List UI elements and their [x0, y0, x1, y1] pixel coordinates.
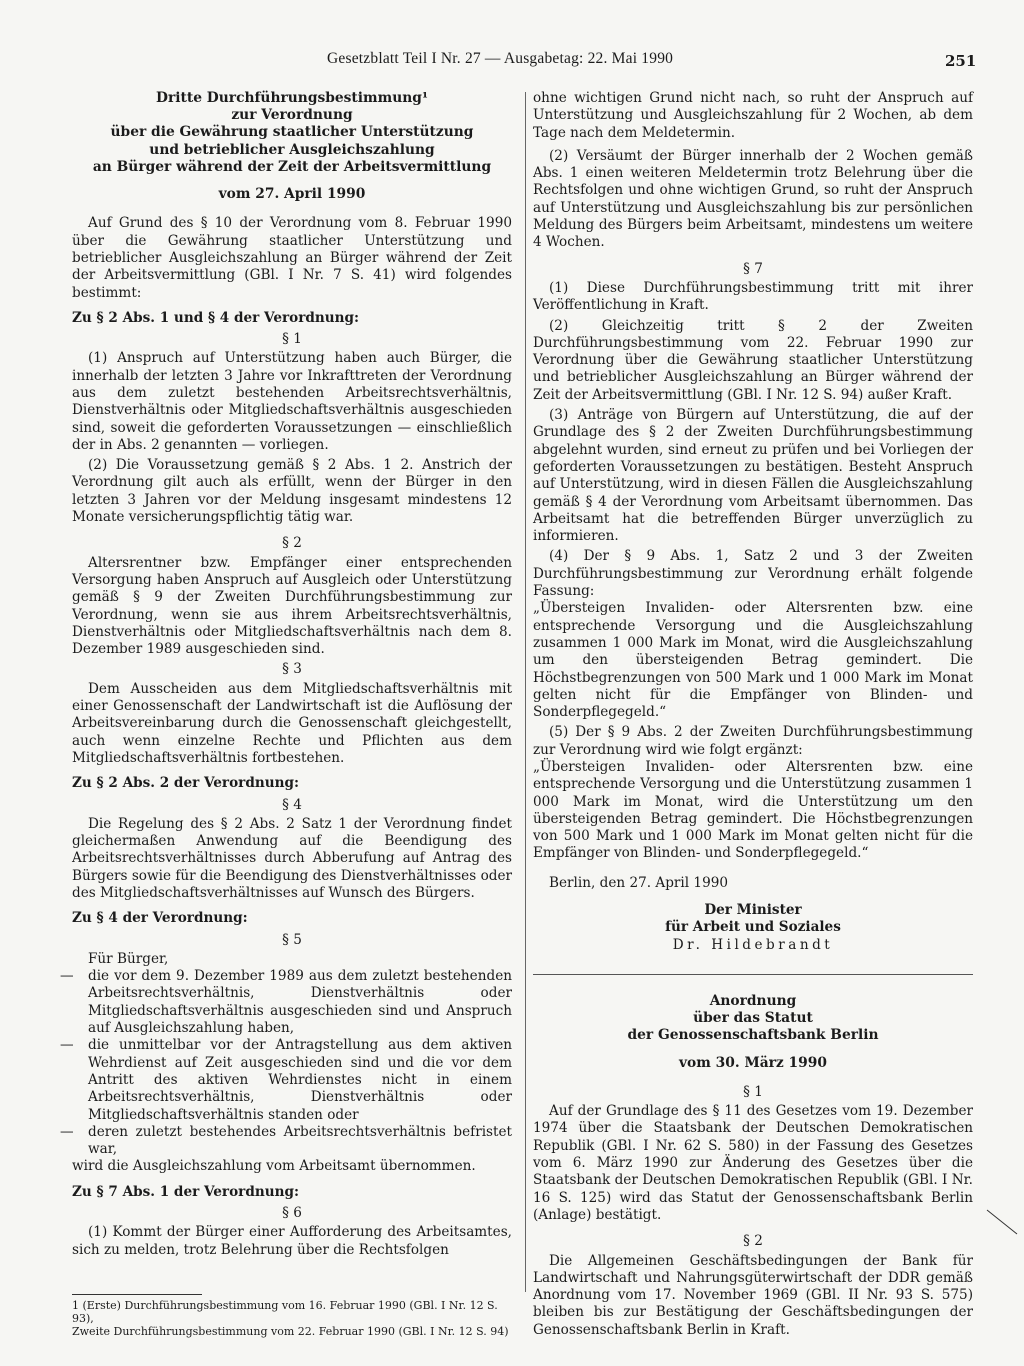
paragraph-text: ohne wichtigen Grund nicht nach, so ruht der Anspruch auf Unterstützung und Ausgleichszahlung für 2 Wochen, ab dem Tage nach dem Meldetermin.	[533, 90, 973, 141]
section-heading: Zu § 7 Abs. 1 der Verordnung:	[72, 1183, 299, 1200]
quote-text: „Übersteigen Invaliden- oder Altersrenten bzw. eine entsprechende Versorgung und die Ausgleichszahlung zusammen 1 000 Mark im Monat, wird die Ausgleichszahlung um den übersteigenden Betrag gemindert. Die Höchstbegrenzungen von 500 Mark und 1 000 Mark im Monat gelten nicht für die Empfänger von Blinden- und Sonderpflegegeld.“	[533, 600, 973, 721]
paragraph-text: (2) Die Voraussetzung gemäß § 2 Abs. 1 2. Anstrich der Verordnung gilt auch als erfüllt, wenn der Bürger in den letzten 3 Jahren vor der Meldung insgesamt mindestens 12 Monate versicherungspflichtig tätig war.	[72, 457, 512, 526]
signatory-name: Dr. Hildebrandt	[672, 936, 834, 953]
signatory-title: für Arbeit und Soziales	[665, 919, 841, 936]
paragraph-text: (2) Versäumt der Bürger innerhalb der 2 Wochen gemäß Abs. 1 einen weiteren Meldetermin trotz Belehrung über die Rechtsfolgen und ohne wichtigen Grund, so ruht der Anspruch auf Unterstützung und Ausgleichszahlung bis zur persönlichen Meldung des Bürgers beim Arbeitsamt, mindestens um weitere 4 Wochen.	[533, 147, 973, 251]
footnotes	[72, 1294, 512, 1338]
paragraph-text: (1) Diese Durchführungsbestimmung tritt mit ihrer Veröffentlichung in Kraft.	[533, 279, 973, 314]
title-line: der Genossenschaftsbank Berlin	[627, 1027, 879, 1044]
paragraph-text: Für Bürger,	[88, 950, 169, 967]
paragraph-text: Dem Ausscheiden aus dem Mitgliedschaftsverhältnis mit einer Genossenschaft der Landwirtschaft ist die Auflösung der Arbeitsvereinbarung durch die Genossenschaft gleichgestellt, auch wenn einzelne Rechte und Pflichten aus dem Mitgliedschaftsverhältnis fortbestehen.	[72, 680, 512, 766]
left-column	[72, 90, 512, 1259]
section-rule	[533, 974, 973, 975]
paragraph-mark: § 4	[282, 796, 302, 813]
title-line: über die Gewährung staatlicher Unterstützung	[110, 124, 474, 141]
dash-list	[72, 968, 512, 1158]
title-line: Anordnung	[709, 992, 797, 1009]
footnote-rule	[72, 1294, 202, 1295]
paragraph-mark: § 3	[282, 661, 302, 678]
section-heading: Zu § 2 Abs. 2 der Verordnung:	[72, 775, 299, 792]
intro-paragraph: Auf Grund des § 10 der Verordnung vom 8. Februar 1990 über die Gewährung staatlicher Unterstützung und betrieblicher Ausgleichszahlung an Bürger während der Zeit der Arbeitsvermittlung (GBl. I Nr. 7 S. 41) wird folgendes bestimmt:	[72, 215, 512, 301]
place-date: Berlin, den 27. April 1990	[549, 874, 729, 891]
signature-block	[533, 902, 973, 954]
paragraph-mark: § 2	[743, 1233, 763, 1250]
pen-stroke-mark	[985, 1208, 1024, 1238]
list-item: — die vor dem 9. Dezember 1989 aus dem zuletzt bestehenden Arbeitsrechtsverhältnis, Dienstverhältnis oder Mitgliedschaftsverhältnis ausgeschieden sind und Anspruch auf Ausgleichszahlung haben,	[72, 968, 512, 1037]
paragraph-text: (3) Anträge von Bürgern auf Unterstützung, die auf der Grundlage des § 2 der Zweiten Durchführungsbestimmung abgelehnt wurden, sind erneut zu prüfen und bei Vorliegen der geforderten Voraussetzungen zu bestätigen. Besteht Anspruch auf Unterstützung, wird in diesen Fällen die Ausgleichszahlung gemäß § 4 der Verordnung vom Arbeitsamt übernommen. Das Arbeitsamt hat die betreffenden Bürger unverzüglich zu informieren.	[533, 407, 973, 545]
paragraph-text: (2) Gleichzeitig tritt § 2 der Zweiten Durchführungsbestimmung vom 22. Februar 1990 zur Verordnung über die Gewährung staatlicher Unterstützung und betrieblicher Ausgleichszahlung an Bürger während der Zeit der Arbeitsvermittlung (GBl. I Nr. 12 S. 94) außer Kraft.	[533, 317, 973, 403]
section-heading: Zu § 2 Abs. 1 und § 4 der Verordnung:	[72, 309, 360, 326]
paragraph-text: Die Regelung des § 2 Abs. 2 Satz 1 der Verordnung findet gleichermaßen Anwendung auf die Beendigung des Arbeitsrechtsverhältnisses durch Abberufung auf Antrag des Bürgers sowie für die Beendigung des Dienstverhältnisses oder des Mitgliedschaftsverhältnisses auf Wunsch des Bürgers.	[72, 815, 512, 901]
list-item: — die unmittelbar vor der Antragstellung aus dem aktiven Wehrdienst auf Zeit ausgeschieden sind und die vor dem Antritt des aktiven Wehrdienstes nicht in einem Arbeitsrechtsverhältnis, Dienstverhältnis oder Mitgliedschaftsverhältnis standen oder	[72, 1037, 512, 1123]
paragraph-text: Auf der Grundlage des § 11 des Gesetzes vom 19. Dezember 1974 über die Staatsbank der Deutschen Demokratischen Republik (GBl. I Nr. 62 S. 580) in der Fassung des Gesetzes vom 6. März 1990 zur Änderung des Gesetzes über die Staatsbank der Deutschen Demokratischen Republik (GBl. I Nr. 16 S. 125) wird das Statut der Genossenschaftsbank Berlin (Anlage) bestätigt.	[533, 1103, 973, 1223]
paragraph-text: Altersrentner bzw. Empfänger einer entsprechenden Versorgung haben Anspruch auf Ausgleich oder Unterstützung gemäß § 9 der Zweiten Durchführungsbestimmung zur Verordnung, wenn sie aus ihrem Arbeitsrechtsverhältnis, Dienstverhältnis oder Mitgliedschaftsverhältnis nach dem 8. Dezember 1989 ausgeschieden sind.	[72, 554, 512, 658]
paragraph-mark: § 7	[743, 260, 763, 277]
title-line: und betrieblicher Ausgleichszahlung	[149, 141, 435, 158]
running-header: Gesetzblatt Teil I Nr. 27 — Ausgabetag: 22. Mai 1990	[327, 50, 674, 67]
quote-text: „Übersteigen Invaliden- oder Altersrenten bzw. eine entsprechende Versorgung und die Unterstützung zusammen 1 000 Mark im Monat, wird die Unterstützung um den übersteigenden Betrag gemindert. Die Höchstbegrenzungen von 500 Mark und 1 000 Mark im Monat gelten nicht für die Empfänger von Blinden- und Sonderpflegegeld.“	[533, 758, 973, 862]
paragraph-text: Die Allgemeinen Geschäftsbedingungen der Bank für Landwirtschaft und Nahrungsgüterwirtschaft der DDR gemäß Anordnung vom 17. November 1969 (GBl. II Nr. 93 S. 575) bleiben bis zur Bestätigung der Geschäftsbedingungen der Genossenschaftsbank Berlin in Kraft.	[533, 1252, 973, 1338]
title-line: Dritte Durchführungsbestimmung¹	[156, 90, 428, 106]
signatory-title: Der Minister	[704, 902, 802, 919]
paragraph-text: wird die Ausgleichszahlung vom Arbeitsamt übernommen.	[72, 1158, 476, 1175]
page-number: 251	[945, 52, 977, 70]
page-header	[0, 50, 1024, 74]
title-line: an Bürger während der Zeit der Arbeitsvermittlung	[92, 158, 492, 175]
footnote: 1 (Erste) Durchführungsbestimmung vom 16. Februar 1990 (GBl. I Nr. 12 S. 93),	[72, 1299, 498, 1325]
paragraph-text: (4) Der § 9 Abs. 1, Satz 2 und 3 der Zweiten Durchführungsbestimmung zur Verordnung erhält folgende Fassung:	[533, 548, 973, 600]
doc-date: vom 27. April 1990	[218, 186, 366, 203]
column-divider	[525, 92, 526, 1292]
paragraph-mark: § 2	[282, 535, 302, 552]
doc-title	[72, 90, 512, 176]
paragraph-mark: § 1	[282, 331, 302, 348]
paragraph-text: (5) Der § 9 Abs. 2 der Zweiten Durchführungsbestimmung zur Verordnung wird wie folgt ergänzt:	[533, 724, 973, 758]
paragraph-mark: § 6	[282, 1205, 302, 1222]
paragraph-text: (1) Kommt der Bürger einer Aufforderung des Arbeitsamtes, sich zu melden, trotz Belehrung über die Rechtsfolgen	[72, 1224, 512, 1258]
title-line: zur Verordnung	[231, 107, 353, 124]
right-column	[533, 90, 973, 1339]
list-item: — deren zuletzt bestehendes Arbeitsrechtsverhältnis befristet war,	[72, 1124, 512, 1159]
doc-title-2	[533, 993, 973, 1045]
doc-date-2: vom 30. März 1990	[679, 1054, 827, 1071]
paragraph-mark: § 5	[282, 931, 302, 948]
paragraph-mark: § 1	[743, 1083, 763, 1100]
section-heading: Zu § 4 der Verordnung:	[72, 910, 248, 927]
footnote: Zweite Durchführungsbestimmung vom 22. Februar 1990 (GBl. I Nr. 12 S. 94)	[72, 1325, 509, 1338]
title-line: über das Statut	[693, 1010, 813, 1027]
paragraph-text: (1) Anspruch auf Unterstützung haben auch Bürger, die innerhalb der letzten 3 Jahre vor Inkrafttreten der Verordnung aus dem zuletzt bestehenden Arbeitsrechtsverhältnis, Dienstverhältnis oder Mitgliedschaftsverhältnis ausgeschieden sind, soweit die geforderten Voraussetzungen — einschließlich der in Abs. 2 genannten — vorliegen.	[72, 350, 512, 453]
